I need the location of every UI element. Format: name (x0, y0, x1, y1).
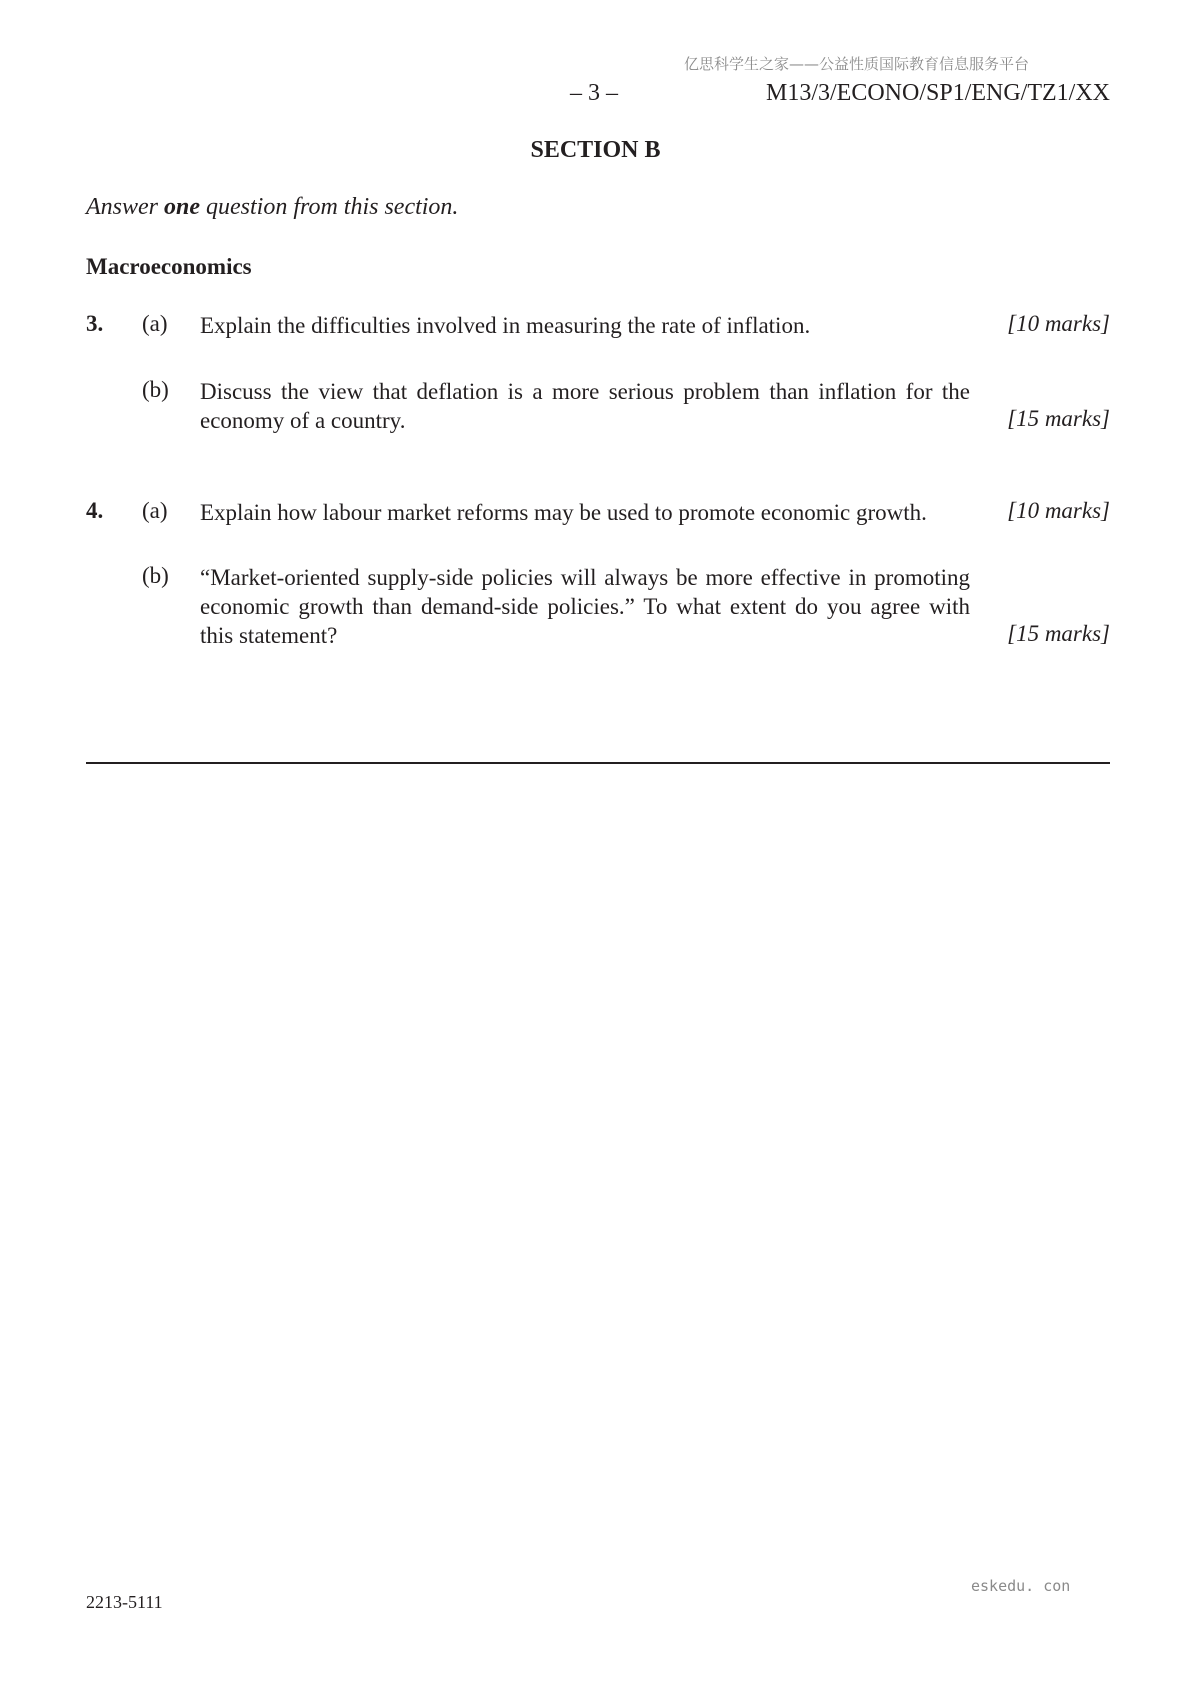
end-rule (86, 762, 1110, 764)
question-part-label: (a) (142, 498, 168, 523)
footer-watermark: eskedu. con (971, 1577, 1071, 1595)
instruction-emphasis: one (164, 194, 200, 220)
question-part-label: (b) (142, 377, 169, 402)
page-number: – 3 – (570, 80, 618, 106)
section-instruction (86, 194, 458, 221)
paper-code: M13/3/ECONO/SP1/ENG/TZ1/XX (765, 80, 1110, 106)
question-marks: [10 marks] (1007, 498, 1110, 523)
question-marks: [15 marks] (1007, 621, 1110, 646)
instruction-text-post: question from this section. (200, 194, 459, 220)
question-part-label: (b) (142, 563, 169, 588)
question-part-label: (a) (142, 311, 168, 336)
question-part-text: Discuss the view that deflation is a more serious problem than inflation for the economy of a country. (200, 379, 970, 433)
subject-heading: Macroeconomics (86, 254, 252, 279)
question-part-text: “Market-oriented supply-side policies will always be more effective in promoting economic growth than demand-side policies.” To what extent do you agree with this statement? (200, 565, 970, 648)
question-part-text: Explain the difficulties involved in measuring the rate of inflation. (200, 313, 811, 338)
question-part-text: Explain how labour market reforms may be used to promote economic growth. (200, 500, 927, 525)
question-number: 4. (86, 498, 104, 523)
header-watermark: 亿思科学生之家——公益性质国际教育信息服务平台 (684, 55, 1030, 73)
document-code: 2213-5111 (86, 1592, 163, 1612)
section-title: SECTION B (530, 137, 661, 163)
instruction-text-pre: Answer (86, 194, 164, 220)
question-marks: [10 marks] (1007, 311, 1110, 336)
question-number: 3. (86, 311, 104, 336)
question-marks: [15 marks] (1007, 406, 1110, 431)
